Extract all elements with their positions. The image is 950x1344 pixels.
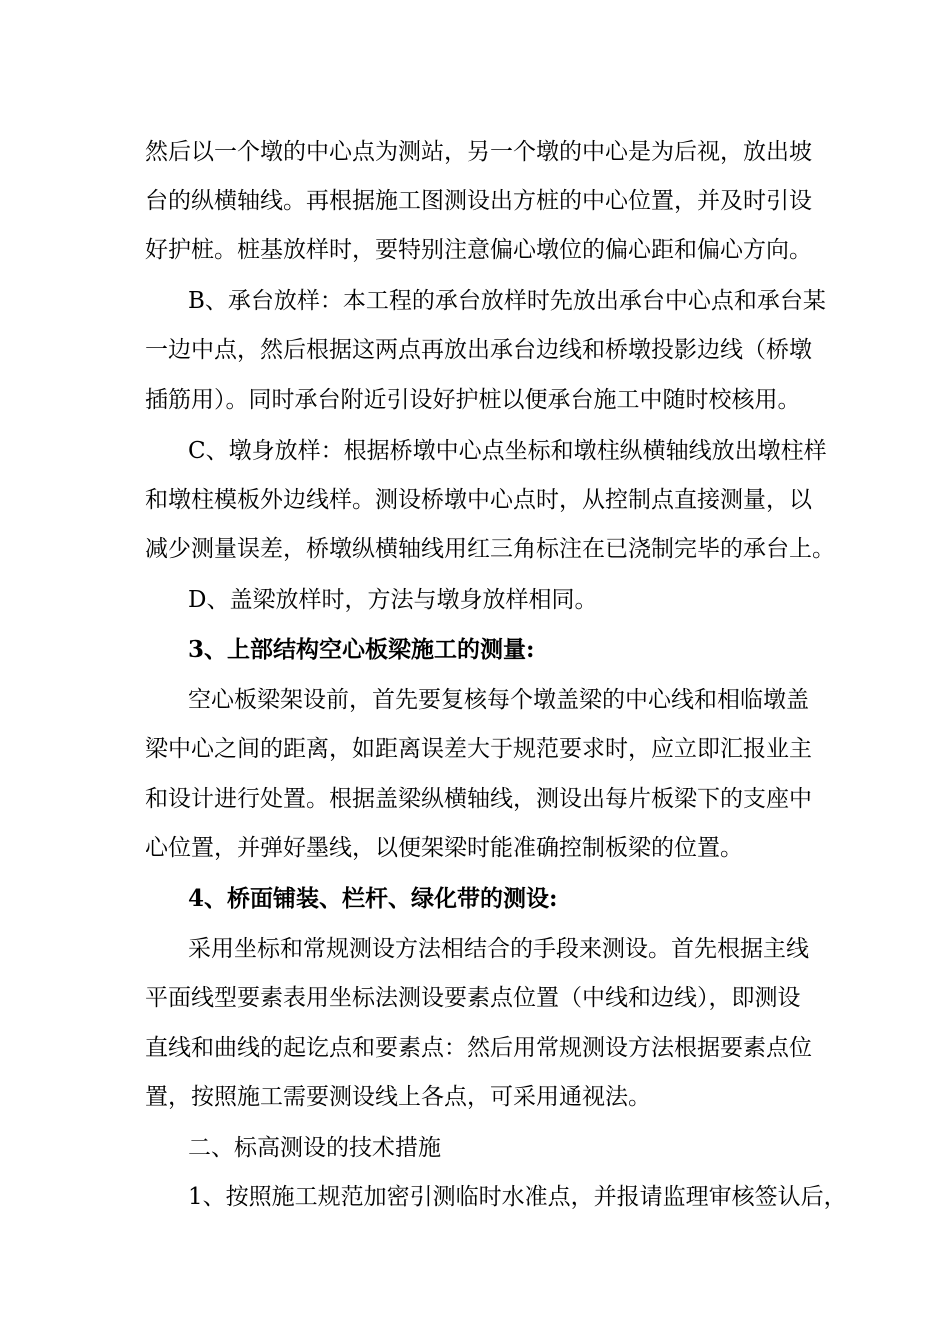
text-line: 心位置，并弹好墨线，以便架梁时能准确控制板梁的位置。 bbox=[145, 835, 743, 861]
text-line: 一边中点，然后根据这两点再放出承台边线和桥墩投影边线（桥墩 bbox=[145, 337, 812, 363]
text-line: 好护桩。桩基放样时，要特别注意偏心墩位的偏心距和偏心方向。 bbox=[145, 237, 812, 263]
text-line: 梁中心之间的距离，如距离误差大于规范要求时，应立即汇报业主 bbox=[145, 736, 812, 762]
section-heading-4: 4、桥面铺装、栏杆、绿化带的测设: bbox=[188, 885, 558, 912]
section-heading-elevation: 二、标高测设的技术措施 bbox=[188, 1135, 441, 1161]
text-line: 然后以一个墩的中心点为测站，另一个墩的中心是为后视，放出坡 bbox=[145, 139, 812, 165]
paragraph-line: 采用坐标和常规测设方法相结合的手段来测设。首先根据主线 bbox=[188, 936, 809, 962]
text-line: 平面线型要素表用坐标法测设要素点位置（中线和边线），即测设 bbox=[145, 985, 801, 1011]
section-heading-3: 3、上部结构空心板梁施工的测量: bbox=[188, 636, 535, 663]
text-line: 和设计进行处置。根据盖梁纵横轴线，测设出每片板梁下的支座中 bbox=[145, 786, 812, 812]
paragraph-b-line: B、承台放样：本工程的承台放样时先放出承台中心点和承台某 bbox=[188, 288, 826, 314]
paragraph-line: 1、按照施工规范加密引测临时水准点，并报请监理审核签认后， bbox=[188, 1184, 847, 1210]
paragraph-c-line: C、墩身放样：根据桥墩中心点坐标和墩柱纵横轴线放出墩柱样 bbox=[188, 438, 827, 464]
text-line: 和墩柱模板外边线样。测设桥墩中心点时，从控制点直接测量，以 bbox=[145, 487, 812, 513]
text-line: 直线和曲线的起讫点和要素点：然后用常规测设方法根据要素点位 bbox=[145, 1035, 812, 1061]
text-line: 置，按照施工需要测设线上各点，可采用通视法。 bbox=[145, 1084, 651, 1110]
text-line: 台的纵横轴线。再根据施工图测设出方桩的中心位置，并及时引设 bbox=[145, 188, 812, 214]
paragraph-line: 空心板梁架设前，首先要复核每个墩盖梁的中心线和相临墩盖 bbox=[188, 687, 809, 713]
paragraph-d-line: D、盖梁放样时，方法与墩身放样相同。 bbox=[188, 587, 598, 613]
text-line: 插筋用）。同时承台附近引设好护桩以便承台施工中随时校核用。 bbox=[145, 387, 801, 413]
text-line: 减少测量误差，桥墩纵横轴线用红三角标注在已浇制完毕的承台上。 bbox=[145, 536, 835, 562]
